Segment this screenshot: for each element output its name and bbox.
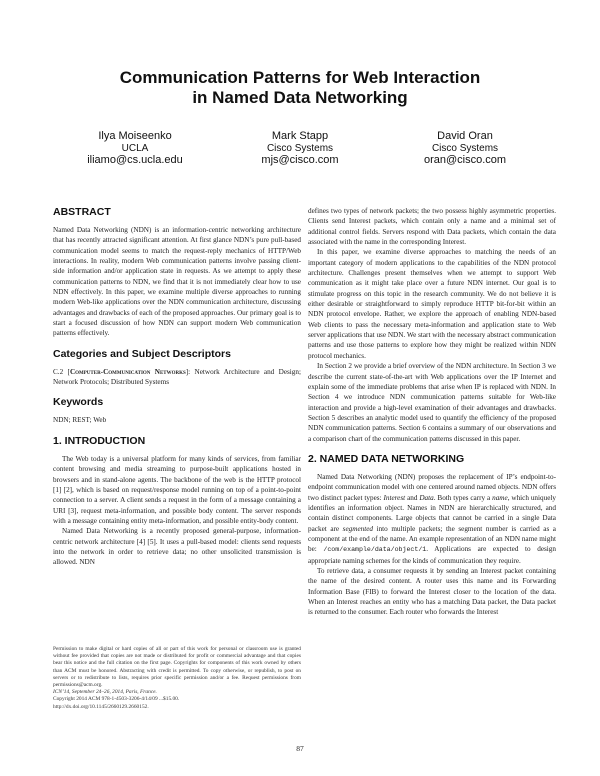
intro-paragraph-1: The Web today is a universal platform for many kinds of services, from familiar content browsing and media streaming to purpose-built applications hosted in browsers and in stand-alone agents. The backbone of the web is the HTTP protocol [1] [2], which is based on request/response model running on top of a point-to-point connection to a server. A client sends a request in the form of a message containing a URI [3], request meta-information, and possible body content. The server responds with a message containing entity meta-information, and possible entity-body content. xyxy=(53,454,301,525)
paper-title xyxy=(60,68,540,108)
introduction-heading: 1. INTRODUCTION xyxy=(53,434,146,447)
categories-code: C.2 [ xyxy=(53,367,70,376)
author-name: David Oran xyxy=(437,130,493,142)
abstract-heading: ABSTRACT xyxy=(53,206,111,218)
keywords-heading: Keywords xyxy=(53,396,104,409)
title-line-1: Communication Patterns for Web Interaction xyxy=(119,68,481,87)
author-affiliation: UCLA xyxy=(121,143,149,154)
author-affiliation: Cisco Systems xyxy=(431,143,499,154)
author-affiliation: Cisco Systems xyxy=(266,143,334,154)
categories-text xyxy=(53,367,301,388)
copyright-text: Copyright 2014 ACM 978-1-4503-3206-4/14/09 ...$15.00. xyxy=(53,696,180,703)
categories-rest: ]: Network Architecture and Design; Network Protocols; Distributed Systems xyxy=(53,367,301,387)
right-paragraph-2: In this paper, we examine diverse approaches to matching the needs of an important category of modern applications to the capabilities of the NDN protocol architecture. Challenges present themselves when we attempt to support Web communication as it might take place over a future NDN internet. Our goal is to stimulate progress on this topic in the research community. We do not believe it is either desirable or straightforward to simply reproduce HTTP bit-for-bit within an NDN protocol envelope. Rather, we explore the approach of enabling NDN-based Web clients to pass the necessary meta-information and application state to Web server applications that use NDN. We start with the necessary abstract communication patterns and use those patterns to explore how they might be realized within NDN protocol mechanics. xyxy=(308,248,556,360)
author-1 xyxy=(55,130,215,167)
left-column xyxy=(53,206,301,568)
author-3 xyxy=(385,130,545,167)
categories-label: Computer-Communication Networks xyxy=(69,367,186,376)
right-paragraph-1: defines two types of network packets; the two possess highly asymmetric properties. Clients send Interest packets, which contain only a name and a minimal set of additional control fields. Servers respond with Data packets, which contain the data associated with the name in the corresponding Interest. xyxy=(308,207,556,247)
ndn-paragraph-2: To retrieve data, a consumer requests it by sending an Interest packet containing the name of the desired content. A router uses this name and its Forwarding Information Base (FIB) to forward the Interest closer to the location of the data. When an Interest reaches an entity who has a matching Data packet, the Data packet is returned to the consumer. Each router who forwards the Interest xyxy=(308,567,556,617)
right-paragraph-3: In Section 2 we provide a brief overview of the NDN architecture. In Section 3 we describe the current state-of-the-art with Web applications over the IP Internet and explain some of the immediate problems that arise when IP is replaced with NDN. In Section 4 we introduce NDN communication patterns suitable for Web-like interaction and provide a high-level examination of their advantages and drawbacks. Section 5 describes an analytic model used to quantify the efficiency of the proposed NDN communication patterns. Section 6 contains a summary of our observations and a comparison chart of the communication patterns discussed in this paper. xyxy=(308,362,556,443)
author-email: iliamo@cs.ucla.edu xyxy=(87,154,183,166)
author-2 xyxy=(220,130,380,167)
venue-text: ICN’14, September 24–26, 2014, Paris, France. xyxy=(53,689,157,696)
abstract-text: Named Data Networking (NDN) is an information-centric networking architecture that has recently attracted significant attention. At first glance NDN’s pure pull-based communication model seems to match the request-reply mechanics of HTTP/Web interactions. In reality, modern Web communication patterns involve passing client-side information and/or application state in requests. As we attempt to apply these communication patterns to NDN, we find that it is not immediately clear how to use NDN effectively. In this paper, we examine multiple diverse approaches to running modern Web-like applications over the NDN communication architecture, discussing advantages and drawbacks of each of the proposed approaches. Our primary goal is to start a focused discussion of how NDN can support modern Web communication patterns effectively. xyxy=(53,226,301,338)
author-block xyxy=(55,130,545,167)
ndn-paragraph-1: Named Data Networking (NDN) proposes the replacement of IP’s endpoint-to-endpoint communication model with one centered around named objects. NDN offers two distinct packet types: Interest and Data. Both types carry a name, which uniquely identifies an information object. Names in NDN are hierarchically structured, and contain distinct components. Large objects that cannot be carried in a single Data packet are segmented into multiple packets; the segment number is carried as a component at the end of the name. An example representation of an NDN name might be: /com/example/data/object/1. Applications are expected to design appropriate naming schemes for the kinds of communication they require. xyxy=(308,472,557,565)
doi-link[interactable]: http://dx.doi.org/10.1145/2660129.2660152. xyxy=(53,703,149,710)
permission-text: Permission to make digital or hard copies of all or part of this work for personal or classroom use is granted without fee provided that copies are not made or distributed for profit or commercial advantage and that copies bear this notice and the full citation on the first page. Copyrights for components of this work owned by others than ACM must be honored. Abstracting with credit is permitted. To copy otherwise, or republish, to post on servers or to redistribute to lists, requires prior specific permission and/or a fee. Request permissions from permissions@acm.org. xyxy=(53,646,301,689)
ndn-heading: 2. NAMED DATA NETWORKING xyxy=(308,452,465,465)
author-email: oran@cisco.com xyxy=(423,154,507,166)
right-column xyxy=(308,206,556,618)
author-name: Ilya Moiseenko xyxy=(98,130,172,142)
ndn-name-example: /com/example/data/object/1 xyxy=(323,546,427,554)
keywords-text: NDN; REST; Web xyxy=(53,416,107,425)
title-line-2: in Named Data Networking xyxy=(192,88,408,107)
copyright-footnote xyxy=(53,646,301,711)
page-number: 87 xyxy=(296,744,304,753)
author-name: Mark Stapp xyxy=(271,130,329,142)
intro-paragraph-2: Named Data Networking is a recently proposed general-purpose, information-centric network architecture [4] [5]. It uses a pull-based model: clients send requests into the network in order to retrieve data; no other unsolicited transmission is allowed. NDN xyxy=(53,527,301,567)
categories-heading: Categories and Subject Descriptors xyxy=(53,347,231,360)
author-email: mjs@cisco.com xyxy=(261,154,339,166)
